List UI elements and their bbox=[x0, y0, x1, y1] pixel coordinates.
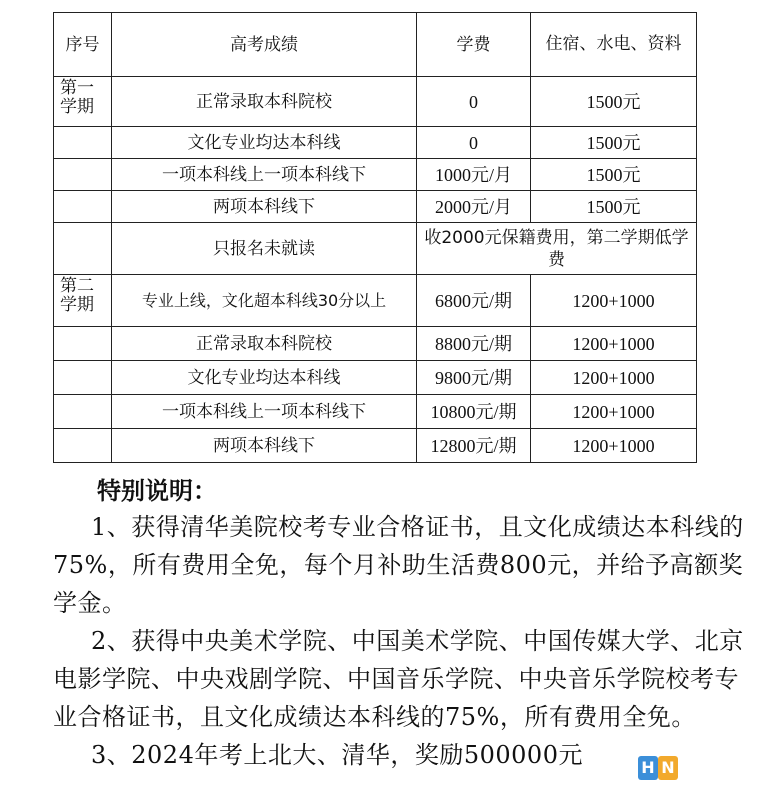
table-header-row bbox=[54, 13, 697, 77]
row-tuition: 9800元/期 bbox=[417, 361, 531, 395]
semester2-label: 第二学期 bbox=[54, 275, 112, 327]
row-lodging: 1500元 bbox=[531, 191, 697, 223]
row-tuition: 6800元/期 bbox=[417, 275, 531, 327]
row-score: 专业上线，文化超本科线30分以上 bbox=[112, 275, 417, 327]
note-item: 2、获得中央美术学院、中国美术学院、中国传媒大学、北京电影学院、中央戏剧学院、中国音乐学院、中央音乐学院校考专业合格证书，且文化成绩达本科线的75%，所有费用全免。 bbox=[53, 627, 744, 731]
row-score: 文化专业均达本科线 bbox=[112, 361, 417, 395]
logo-n: N bbox=[658, 756, 678, 780]
row-score: 一项本科线上一项本科线下 bbox=[112, 395, 417, 429]
row-score: 一项本科线上一项本科线下 bbox=[112, 159, 417, 191]
table-row bbox=[54, 429, 697, 463]
row-lodging: 1200+1000 bbox=[531, 327, 697, 361]
logo-h: H bbox=[638, 756, 658, 780]
row-tuition: 0 bbox=[417, 127, 531, 159]
row-tuition: 1000元/月 bbox=[417, 159, 531, 191]
table-row bbox=[54, 223, 697, 275]
fee-table bbox=[53, 12, 697, 463]
notes-title: 特别说明： bbox=[97, 477, 217, 505]
table-row bbox=[54, 77, 697, 127]
row-score: 文化专业均达本科线 bbox=[112, 127, 417, 159]
semester1-label: 第一学期 bbox=[54, 77, 112, 127]
row-lodging: 1500元 bbox=[531, 127, 697, 159]
row-lodging: 1200+1000 bbox=[531, 361, 697, 395]
table-row bbox=[54, 327, 697, 361]
row-score: 只报名未就读 bbox=[112, 223, 417, 275]
row-note: 收2000元保籍费用，第二学期低学费 bbox=[417, 223, 697, 275]
note-item: 1、获得清华美院校考专业合格证书，且文化成绩达本科线的75%，所有费用全免，每个月补助生活费800元，并给予高额奖学金。 bbox=[53, 513, 744, 617]
header-score: 高考成绩 bbox=[112, 13, 417, 77]
row-lodging: 1500元 bbox=[531, 159, 697, 191]
row-tuition: 10800元/期 bbox=[417, 395, 531, 429]
note-item: 3、2024年考上北大、清华，奖励500000元 bbox=[91, 741, 583, 769]
row-score: 正常录取本科院校 bbox=[112, 327, 417, 361]
table-row bbox=[54, 275, 697, 327]
row-lodging: 1500元 bbox=[531, 77, 697, 127]
table-row bbox=[54, 191, 697, 223]
table-row bbox=[54, 395, 697, 429]
table-row bbox=[54, 159, 697, 191]
row-tuition: 0 bbox=[417, 77, 531, 127]
row-tuition: 12800元/期 bbox=[417, 429, 531, 463]
header-index: 序号 bbox=[54, 13, 112, 77]
table-row bbox=[54, 127, 697, 159]
row-score: 两项本科线下 bbox=[112, 429, 417, 463]
row-lodging: 1200+1000 bbox=[531, 395, 697, 429]
special-notes bbox=[53, 474, 753, 774]
header-tuition: 学费 bbox=[417, 13, 531, 77]
row-lodging: 1200+1000 bbox=[531, 429, 697, 463]
row-score: 两项本科线下 bbox=[112, 191, 417, 223]
watermark-logo-icon bbox=[636, 754, 680, 782]
row-lodging: 1200+1000 bbox=[531, 275, 697, 327]
row-tuition: 2000元/月 bbox=[417, 191, 531, 223]
header-lodging: 住宿、水电、资料 bbox=[531, 13, 697, 77]
table-row bbox=[54, 361, 697, 395]
row-score: 正常录取本科院校 bbox=[112, 77, 417, 127]
row-tuition: 8800元/期 bbox=[417, 327, 531, 361]
